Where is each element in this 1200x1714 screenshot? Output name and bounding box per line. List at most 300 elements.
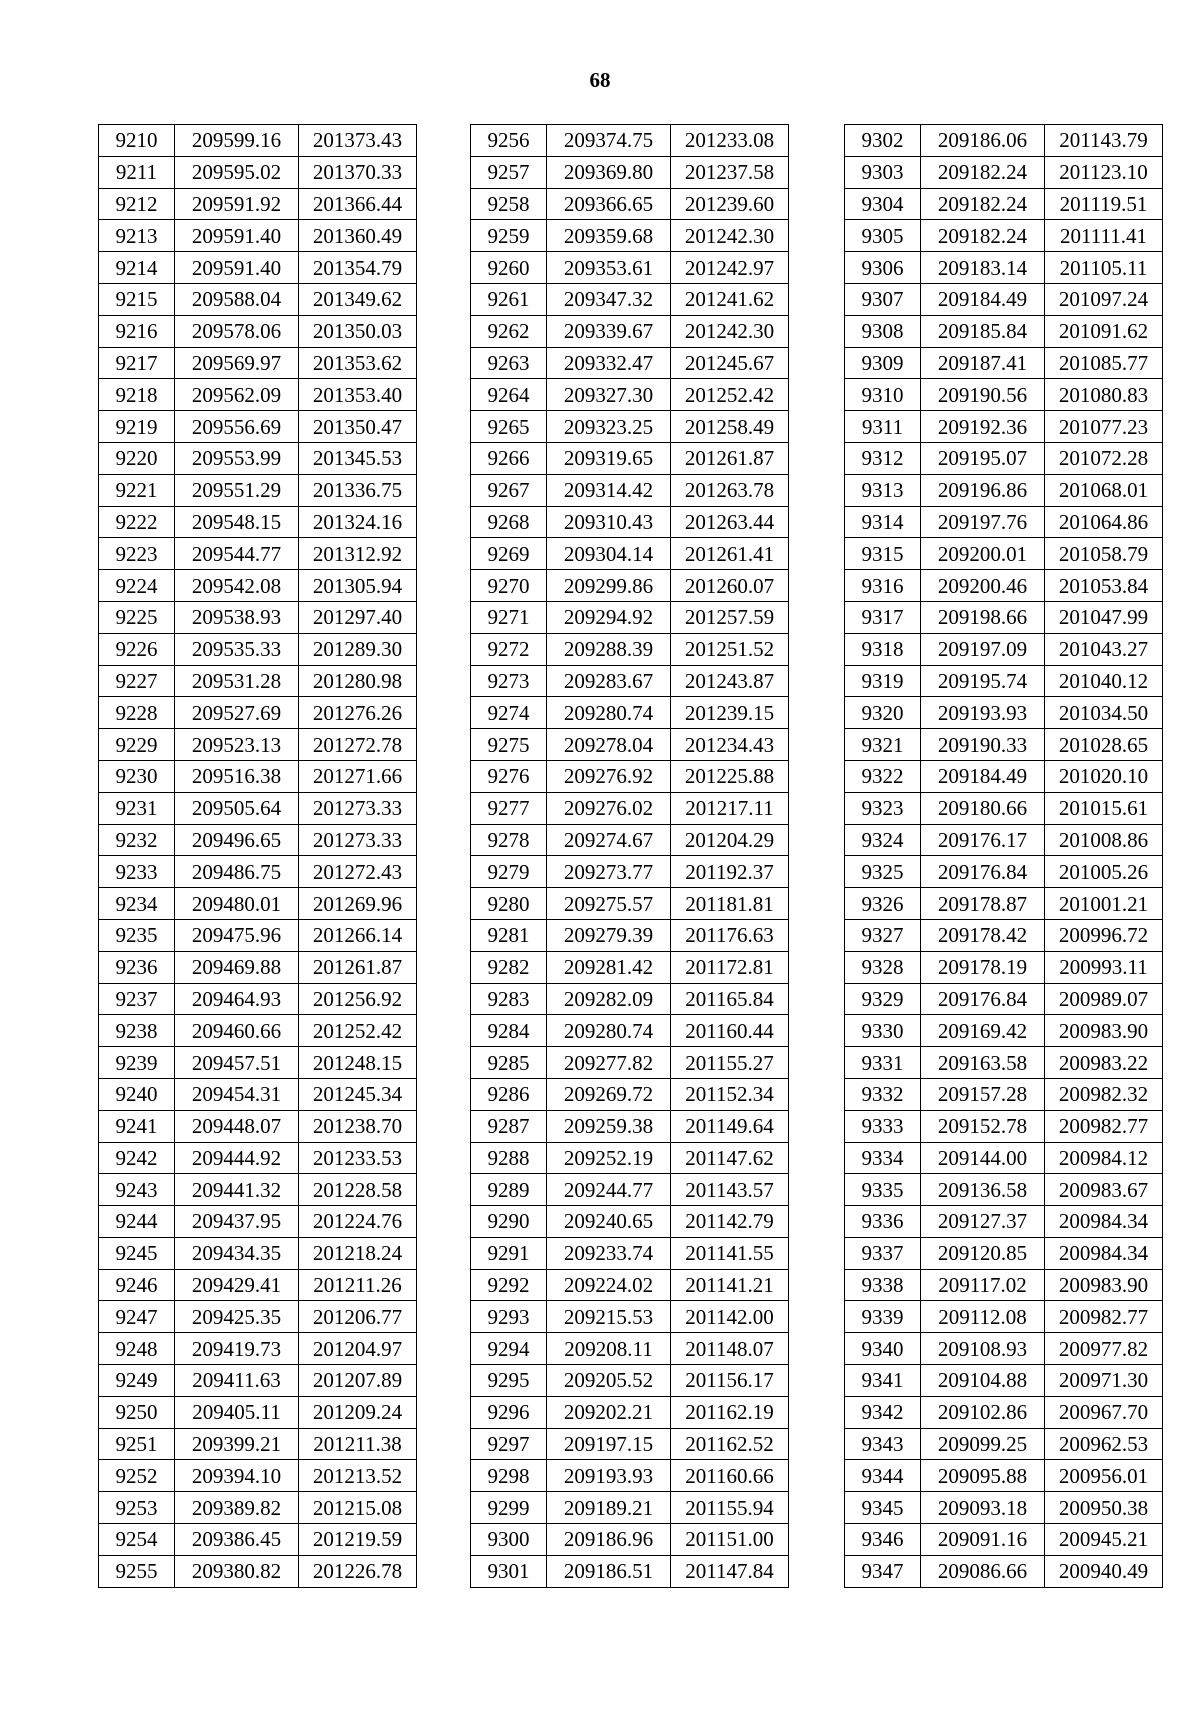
point-id-cell: 9213 (99, 220, 175, 252)
table-row (99, 1333, 417, 1365)
x-coordinate-cell: 209591.92 (175, 188, 299, 220)
point-id-cell: 9340 (845, 1333, 921, 1365)
x-coordinate-cell: 209544.77 (175, 538, 299, 570)
point-id-cell: 9272 (471, 633, 547, 665)
table-row (99, 1524, 417, 1556)
x-coordinate-cell: 209195.07 (921, 442, 1045, 474)
point-id-cell: 9211 (99, 156, 175, 188)
y-coordinate-cell: 201297.40 (299, 601, 417, 633)
y-coordinate-cell: 201151.00 (671, 1524, 789, 1556)
y-coordinate-cell: 201261.87 (299, 951, 417, 983)
table-row (845, 1555, 1163, 1587)
x-coordinate-cell: 209464.93 (175, 983, 299, 1015)
point-id-cell: 9273 (471, 665, 547, 697)
y-coordinate-cell: 201206.77 (299, 1301, 417, 1333)
x-coordinate-cell: 209183.14 (921, 252, 1045, 284)
y-coordinate-cell: 200996.72 (1045, 919, 1163, 951)
table-row (845, 283, 1163, 315)
y-coordinate-cell: 201242.30 (671, 315, 789, 347)
table-row (845, 1365, 1163, 1397)
y-coordinate-cell: 201155.27 (671, 1047, 789, 1079)
x-coordinate-cell: 209288.39 (547, 633, 671, 665)
y-coordinate-cell: 200993.11 (1045, 951, 1163, 983)
point-id-cell: 9252 (99, 1460, 175, 1492)
y-coordinate-cell: 201047.99 (1045, 601, 1163, 633)
x-coordinate-cell: 209108.93 (921, 1333, 1045, 1365)
point-id-cell: 9218 (99, 379, 175, 411)
x-coordinate-cell: 209531.28 (175, 665, 299, 697)
table-row (99, 1015, 417, 1047)
table-row (471, 1237, 789, 1269)
y-coordinate-cell: 201248.15 (299, 1047, 417, 1079)
table-row (471, 1174, 789, 1206)
point-id-cell: 9262 (471, 315, 547, 347)
y-coordinate-cell: 201360.49 (299, 220, 417, 252)
table-row (471, 1492, 789, 1524)
point-id-cell: 9331 (845, 1047, 921, 1079)
table-row (845, 729, 1163, 761)
x-coordinate-cell: 209208.11 (547, 1333, 671, 1365)
y-coordinate-cell: 201020.10 (1045, 760, 1163, 792)
table-row (845, 1237, 1163, 1269)
table-row (99, 760, 417, 792)
table-row (99, 125, 417, 157)
x-coordinate-cell: 209102.86 (921, 1396, 1045, 1428)
x-coordinate-cell: 209599.16 (175, 125, 299, 157)
table-row (471, 283, 789, 315)
table-row (471, 188, 789, 220)
point-id-cell: 9250 (99, 1396, 175, 1428)
table-row (845, 951, 1163, 983)
x-coordinate-cell: 209323.25 (547, 411, 671, 443)
table-row (99, 156, 417, 188)
x-coordinate-cell: 209327.30 (547, 379, 671, 411)
x-coordinate-cell: 209578.06 (175, 315, 299, 347)
table-row (99, 506, 417, 538)
table-row (99, 983, 417, 1015)
y-coordinate-cell: 201213.52 (299, 1460, 417, 1492)
y-coordinate-cell: 201165.84 (671, 983, 789, 1015)
x-coordinate-cell: 209542.08 (175, 570, 299, 602)
point-id-cell: 9270 (471, 570, 547, 602)
y-coordinate-cell: 201260.07 (671, 570, 789, 602)
x-coordinate-cell: 209095.88 (921, 1460, 1045, 1492)
y-coordinate-cell: 201149.64 (671, 1110, 789, 1142)
y-coordinate-cell: 201251.52 (671, 633, 789, 665)
x-coordinate-cell: 209193.93 (547, 1460, 671, 1492)
y-coordinate-cell: 201353.40 (299, 379, 417, 411)
point-id-cell: 9249 (99, 1365, 175, 1397)
table-row (99, 570, 417, 602)
x-coordinate-cell: 209197.15 (547, 1428, 671, 1460)
x-coordinate-cell: 209454.31 (175, 1078, 299, 1110)
y-coordinate-cell: 201269.96 (299, 888, 417, 920)
x-coordinate-cell: 209202.21 (547, 1396, 671, 1428)
y-coordinate-cell: 201105.11 (1045, 252, 1163, 284)
table-row (471, 1396, 789, 1428)
x-coordinate-cell: 209591.40 (175, 252, 299, 284)
x-coordinate-cell: 209595.02 (175, 156, 299, 188)
point-id-cell: 9225 (99, 601, 175, 633)
x-coordinate-cell: 209086.66 (921, 1555, 1045, 1587)
table-row (99, 1396, 417, 1428)
x-coordinate-cell: 209182.24 (921, 188, 1045, 220)
point-id-cell: 9245 (99, 1237, 175, 1269)
point-id-cell: 9263 (471, 347, 547, 379)
y-coordinate-cell: 201160.44 (671, 1015, 789, 1047)
point-id-cell: 9326 (845, 888, 921, 920)
point-id-cell: 9251 (99, 1428, 175, 1460)
table-row (845, 760, 1163, 792)
point-id-cell: 9241 (99, 1110, 175, 1142)
point-id-cell: 9259 (471, 220, 547, 252)
y-coordinate-cell: 201266.14 (299, 919, 417, 951)
point-id-cell: 9315 (845, 538, 921, 570)
point-id-cell: 9312 (845, 442, 921, 474)
table-row (471, 824, 789, 856)
table-row (845, 1047, 1163, 1079)
point-id-cell: 9295 (471, 1365, 547, 1397)
y-coordinate-cell: 200983.67 (1045, 1174, 1163, 1206)
table-row (99, 1078, 417, 1110)
table-row (471, 729, 789, 761)
point-id-cell: 9300 (471, 1524, 547, 1556)
table-row (845, 442, 1163, 474)
point-id-cell: 9278 (471, 824, 547, 856)
point-id-cell: 9286 (471, 1078, 547, 1110)
table-row (471, 919, 789, 951)
x-coordinate-cell: 209475.96 (175, 919, 299, 951)
table-row (845, 665, 1163, 697)
y-coordinate-cell: 200984.34 (1045, 1237, 1163, 1269)
x-coordinate-cell: 209186.51 (547, 1555, 671, 1587)
point-id-cell: 9297 (471, 1428, 547, 1460)
table-row (845, 252, 1163, 284)
x-coordinate-cell: 209480.01 (175, 888, 299, 920)
y-coordinate-cell: 201336.75 (299, 474, 417, 506)
table-row (99, 252, 417, 284)
point-id-cell: 9337 (845, 1237, 921, 1269)
table-row (99, 1555, 417, 1587)
x-coordinate-cell: 209374.75 (547, 125, 671, 157)
y-coordinate-cell: 201242.30 (671, 220, 789, 252)
table-row (471, 697, 789, 729)
point-id-cell: 9279 (471, 856, 547, 888)
y-coordinate-cell: 201272.78 (299, 729, 417, 761)
y-coordinate-cell: 201148.07 (671, 1333, 789, 1365)
y-coordinate-cell: 201034.50 (1045, 697, 1163, 729)
point-id-cell: 9246 (99, 1269, 175, 1301)
x-coordinate-cell: 209182.24 (921, 156, 1045, 188)
point-id-cell: 9236 (99, 951, 175, 983)
x-coordinate-cell: 209556.69 (175, 411, 299, 443)
x-coordinate-cell: 209240.65 (547, 1206, 671, 1238)
x-coordinate-cell: 209192.36 (921, 411, 1045, 443)
x-coordinate-cell: 209187.41 (921, 347, 1045, 379)
x-coordinate-cell: 209516.38 (175, 760, 299, 792)
table-row (845, 1524, 1163, 1556)
y-coordinate-cell: 200984.12 (1045, 1142, 1163, 1174)
point-id-cell: 9276 (471, 760, 547, 792)
point-id-cell: 9288 (471, 1142, 547, 1174)
y-coordinate-cell: 201353.62 (299, 347, 417, 379)
y-coordinate-cell: 201119.51 (1045, 188, 1163, 220)
point-id-cell: 9247 (99, 1301, 175, 1333)
point-id-cell: 9219 (99, 411, 175, 443)
y-coordinate-cell: 201219.59 (299, 1524, 417, 1556)
table-row (471, 1142, 789, 1174)
y-coordinate-cell: 201261.41 (671, 538, 789, 570)
point-id-cell: 9313 (845, 474, 921, 506)
x-coordinate-cell: 209319.65 (547, 442, 671, 474)
y-coordinate-cell: 201147.62 (671, 1142, 789, 1174)
table-row (99, 1047, 417, 1079)
y-coordinate-cell: 201324.16 (299, 506, 417, 538)
table-row (845, 188, 1163, 220)
table-row (845, 1396, 1163, 1428)
x-coordinate-cell: 209178.87 (921, 888, 1045, 920)
x-coordinate-cell: 209233.74 (547, 1237, 671, 1269)
table-row (845, 1428, 1163, 1460)
y-coordinate-cell: 201172.81 (671, 951, 789, 983)
point-id-cell: 9318 (845, 633, 921, 665)
table-row (471, 474, 789, 506)
y-coordinate-cell: 201256.92 (299, 983, 417, 1015)
point-id-cell: 9232 (99, 824, 175, 856)
x-coordinate-cell: 209127.37 (921, 1206, 1045, 1238)
coordinate-table-2 (470, 124, 789, 1588)
table-row (845, 1078, 1163, 1110)
y-coordinate-cell: 201252.42 (671, 379, 789, 411)
y-coordinate-cell: 201273.33 (299, 824, 417, 856)
y-coordinate-cell: 201234.43 (671, 729, 789, 761)
table-row (471, 951, 789, 983)
y-coordinate-cell: 201053.84 (1045, 570, 1163, 602)
point-id-cell: 9296 (471, 1396, 547, 1428)
table-row (99, 1206, 417, 1238)
y-coordinate-cell: 201261.87 (671, 442, 789, 474)
x-coordinate-cell: 209144.00 (921, 1142, 1045, 1174)
x-coordinate-cell: 209093.18 (921, 1492, 1045, 1524)
table-row (471, 1460, 789, 1492)
y-coordinate-cell: 201143.79 (1045, 125, 1163, 157)
point-id-cell: 9342 (845, 1396, 921, 1428)
point-id-cell: 9256 (471, 125, 547, 157)
y-coordinate-cell: 200956.01 (1045, 1460, 1163, 1492)
y-coordinate-cell: 201243.87 (671, 665, 789, 697)
y-coordinate-cell: 200982.77 (1045, 1110, 1163, 1142)
y-coordinate-cell: 201273.33 (299, 792, 417, 824)
y-coordinate-cell: 201211.26 (299, 1269, 417, 1301)
x-coordinate-cell: 209310.43 (547, 506, 671, 538)
table-row (99, 188, 417, 220)
x-coordinate-cell: 209190.56 (921, 379, 1045, 411)
x-coordinate-cell: 209215.53 (547, 1301, 671, 1333)
x-coordinate-cell: 209588.04 (175, 283, 299, 315)
point-id-cell: 9223 (99, 538, 175, 570)
table-row (845, 538, 1163, 570)
y-coordinate-cell: 201226.78 (299, 1555, 417, 1587)
x-coordinate-cell: 209186.06 (921, 125, 1045, 157)
point-id-cell: 9216 (99, 315, 175, 347)
point-id-cell: 9280 (471, 888, 547, 920)
point-id-cell: 9260 (471, 252, 547, 284)
table-row (471, 1301, 789, 1333)
table-row (99, 283, 417, 315)
table-row (99, 601, 417, 633)
table-row (99, 442, 417, 474)
y-coordinate-cell: 201239.60 (671, 188, 789, 220)
y-coordinate-cell: 201155.94 (671, 1492, 789, 1524)
table-row (845, 379, 1163, 411)
table-row (471, 1365, 789, 1397)
point-id-cell: 9327 (845, 919, 921, 951)
point-id-cell: 9277 (471, 792, 547, 824)
point-id-cell: 9265 (471, 411, 547, 443)
y-coordinate-cell: 200983.90 (1045, 1015, 1163, 1047)
y-coordinate-cell: 201192.37 (671, 856, 789, 888)
y-coordinate-cell: 201271.66 (299, 760, 417, 792)
point-id-cell: 9301 (471, 1555, 547, 1587)
table-row (845, 156, 1163, 188)
point-id-cell: 9294 (471, 1333, 547, 1365)
y-coordinate-cell: 201008.86 (1045, 824, 1163, 856)
table-row (99, 824, 417, 856)
point-id-cell: 9339 (845, 1301, 921, 1333)
x-coordinate-cell: 209205.52 (547, 1365, 671, 1397)
x-coordinate-cell: 209441.32 (175, 1174, 299, 1206)
y-coordinate-cell: 201156.17 (671, 1365, 789, 1397)
x-coordinate-cell: 209136.58 (921, 1174, 1045, 1206)
table-row (99, 1142, 417, 1174)
point-id-cell: 9343 (845, 1428, 921, 1460)
x-coordinate-cell: 209457.51 (175, 1047, 299, 1079)
y-coordinate-cell: 200962.53 (1045, 1428, 1163, 1460)
x-coordinate-cell: 209273.77 (547, 856, 671, 888)
y-coordinate-cell: 201058.79 (1045, 538, 1163, 570)
page-number: 68 (589, 68, 611, 92)
table-row (845, 411, 1163, 443)
point-id-cell: 9227 (99, 665, 175, 697)
x-coordinate-cell: 209178.19 (921, 951, 1045, 983)
x-coordinate-cell: 209380.82 (175, 1555, 299, 1587)
y-coordinate-cell: 201005.26 (1045, 856, 1163, 888)
y-coordinate-cell: 201162.52 (671, 1428, 789, 1460)
table-row (471, 125, 789, 157)
y-coordinate-cell: 201141.55 (671, 1237, 789, 1269)
table-row (845, 1015, 1163, 1047)
point-id-cell: 9317 (845, 601, 921, 633)
point-id-cell: 9303 (845, 156, 921, 188)
point-id-cell: 9285 (471, 1047, 547, 1079)
table-row (99, 1301, 417, 1333)
point-id-cell: 9332 (845, 1078, 921, 1110)
y-coordinate-cell: 201238.70 (299, 1110, 417, 1142)
y-coordinate-cell: 201354.79 (299, 252, 417, 284)
x-coordinate-cell: 209197.76 (921, 506, 1045, 538)
y-coordinate-cell: 201233.53 (299, 1142, 417, 1174)
x-coordinate-cell: 209359.68 (547, 220, 671, 252)
table-row (471, 442, 789, 474)
point-id-cell: 9341 (845, 1365, 921, 1397)
table-row (845, 1206, 1163, 1238)
point-id-cell: 9284 (471, 1015, 547, 1047)
table-row (99, 315, 417, 347)
x-coordinate-cell: 209244.77 (547, 1174, 671, 1206)
x-coordinate-cell: 209185.84 (921, 315, 1045, 347)
y-coordinate-cell: 201152.34 (671, 1078, 789, 1110)
point-id-cell: 9324 (845, 824, 921, 856)
point-id-cell: 9214 (99, 252, 175, 284)
point-id-cell: 9257 (471, 156, 547, 188)
point-id-cell: 9268 (471, 506, 547, 538)
y-coordinate-cell: 200983.22 (1045, 1047, 1163, 1079)
x-coordinate-cell: 209399.21 (175, 1428, 299, 1460)
y-coordinate-cell: 201312.92 (299, 538, 417, 570)
x-coordinate-cell: 209197.09 (921, 633, 1045, 665)
table-row (471, 888, 789, 920)
x-coordinate-cell: 209448.07 (175, 1110, 299, 1142)
point-id-cell: 9304 (845, 188, 921, 220)
y-coordinate-cell: 201207.89 (299, 1365, 417, 1397)
table-row (471, 538, 789, 570)
table-row (471, 1078, 789, 1110)
table-row (99, 538, 417, 570)
point-id-cell: 9299 (471, 1492, 547, 1524)
y-coordinate-cell: 201289.30 (299, 633, 417, 665)
table-row (471, 570, 789, 602)
point-id-cell: 9328 (845, 951, 921, 983)
point-id-cell: 9282 (471, 951, 547, 983)
x-coordinate-cell: 209304.14 (547, 538, 671, 570)
point-id-cell: 9320 (845, 697, 921, 729)
point-id-cell: 9336 (845, 1206, 921, 1238)
point-id-cell: 9239 (99, 1047, 175, 1079)
table-row (99, 411, 417, 443)
table-row (471, 1015, 789, 1047)
x-coordinate-cell: 209276.92 (547, 760, 671, 792)
point-id-cell: 9235 (99, 919, 175, 951)
point-id-cell: 9319 (845, 665, 921, 697)
y-coordinate-cell: 200989.07 (1045, 983, 1163, 1015)
y-coordinate-cell: 201263.44 (671, 506, 789, 538)
x-coordinate-cell: 209180.66 (921, 792, 1045, 824)
point-id-cell: 9242 (99, 1142, 175, 1174)
y-coordinate-cell: 200984.34 (1045, 1206, 1163, 1238)
table-row (99, 633, 417, 665)
y-coordinate-cell: 201350.47 (299, 411, 417, 443)
x-coordinate-cell: 209394.10 (175, 1460, 299, 1492)
y-coordinate-cell: 201091.62 (1045, 315, 1163, 347)
y-coordinate-cell: 201141.21 (671, 1269, 789, 1301)
y-coordinate-cell: 200983.90 (1045, 1269, 1163, 1301)
point-id-cell: 9306 (845, 252, 921, 284)
x-coordinate-cell: 209425.35 (175, 1301, 299, 1333)
table-row (471, 1206, 789, 1238)
point-id-cell: 9243 (99, 1174, 175, 1206)
point-id-cell: 9281 (471, 919, 547, 951)
table-row (99, 1365, 417, 1397)
point-id-cell: 9329 (845, 983, 921, 1015)
table-row (471, 1110, 789, 1142)
y-coordinate-cell: 201349.62 (299, 283, 417, 315)
point-id-cell: 9240 (99, 1078, 175, 1110)
x-coordinate-cell: 209591.40 (175, 220, 299, 252)
point-id-cell: 9231 (99, 792, 175, 824)
point-id-cell: 9244 (99, 1206, 175, 1238)
table-row (845, 220, 1163, 252)
table-row (845, 1269, 1163, 1301)
